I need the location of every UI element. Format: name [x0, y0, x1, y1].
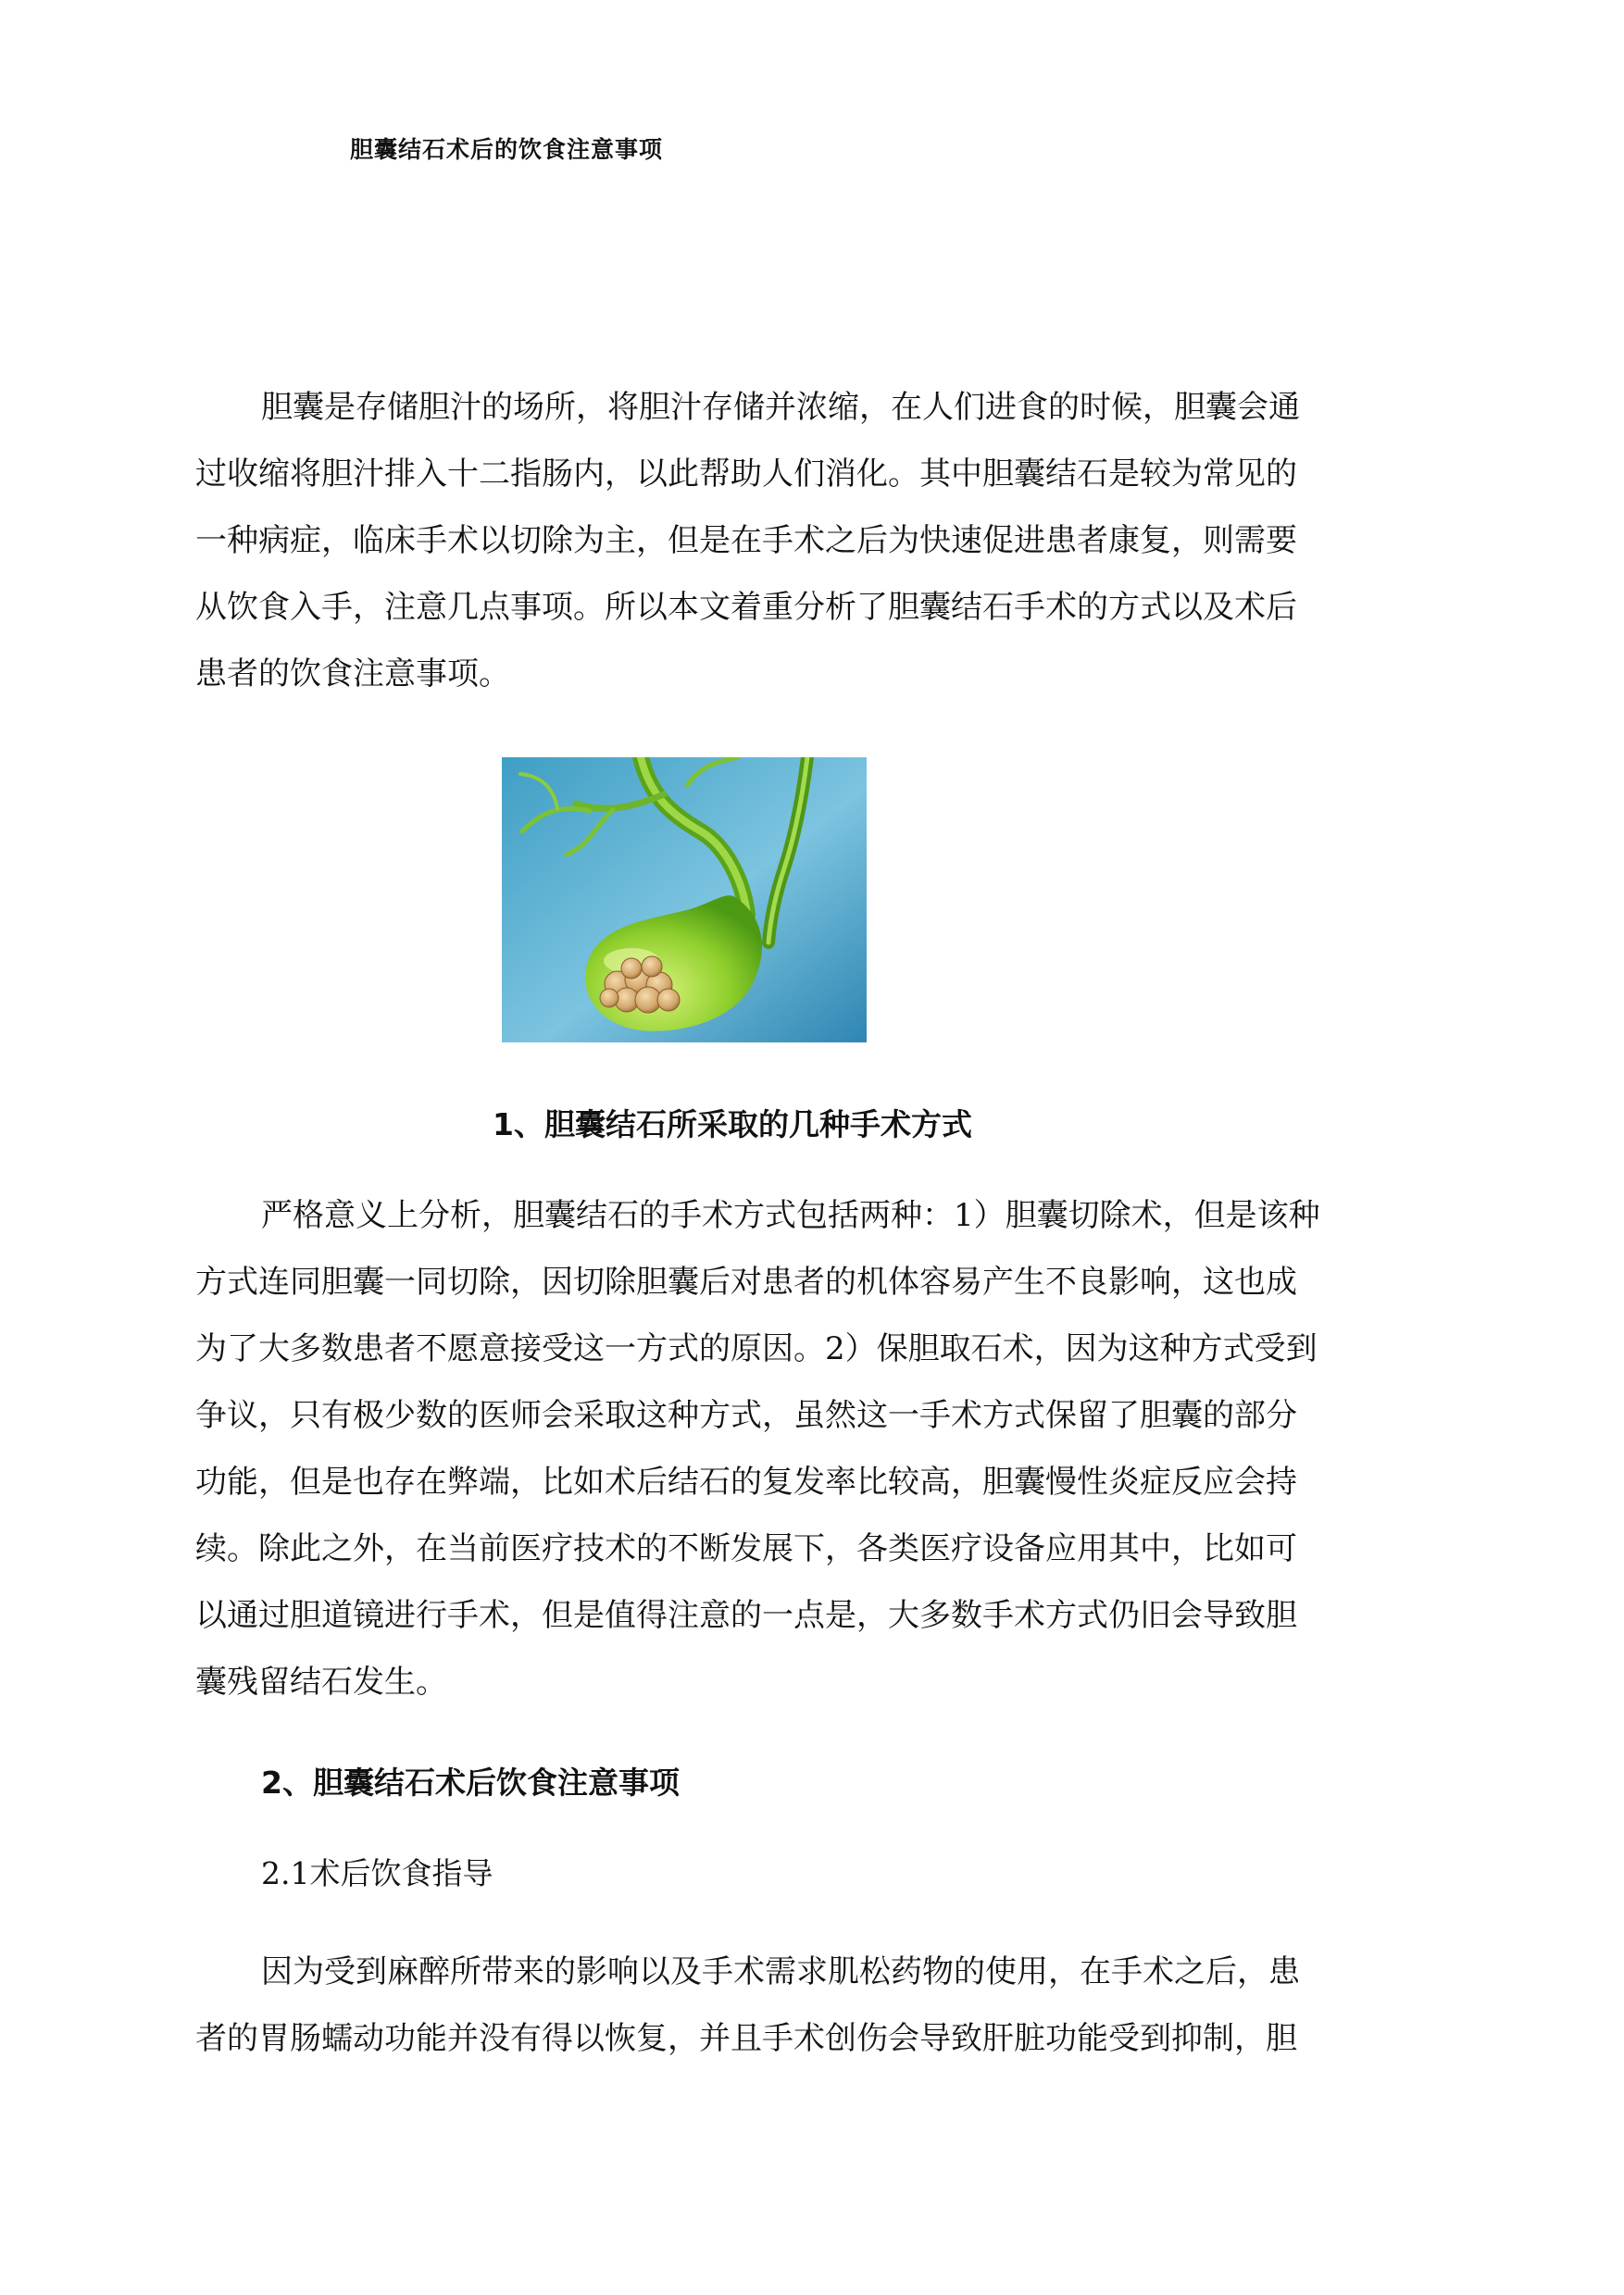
gallbladder-stones-illustration [502, 757, 867, 1042]
section-1-line: 严格意义上分析，胆囊结石的手术方式包括两种：1）胆囊切除术，但是该种 [261, 1197, 1320, 1234]
section-2-line: 因为受到麻醉所带来的影响以及手术需求肌松药物的使用，在手术之后，患 [261, 1953, 1300, 1990]
section-1-heading: 1、胆囊结石所采取的几种手术方式 [493, 1106, 972, 1142]
intro-line: 一种病症，临床手术以切除为主，但是在手术之后为快速促进患者康复，则需要 [195, 522, 1297, 559]
section-1-line: 为了大多数患者不愿意接受这一方式的原因。2）保胆取石术，因为这种方式受到 [195, 1330, 1318, 1367]
section-2-1-subheading: 2.1术后饮食指导 [261, 1855, 493, 1891]
intro-line: 患者的饮食注意事项。 [195, 655, 510, 692]
section-2-line: 者的胃肠蠕动功能并没有得以恢复，并且手术创伤会导致肝脏功能受到抑制，胆 [195, 2020, 1297, 2057]
intro-line: 过收缩将胆汁排入十二指肠内，以此帮助人们消化。其中胆囊结石是较为常见的 [195, 455, 1297, 493]
intro-line: 从饮食入手，注意几点事项。所以本文着重分析了胆囊结石手术的方式以及术后 [195, 589, 1297, 626]
section-2-heading: 2、胆囊结石术后饮食注意事项 [261, 1765, 680, 1801]
intro-line: 胆囊是存储胆汁的场所，将胆汁存储并浓缩，在人们进食的时候，胆囊会通 [261, 389, 1300, 426]
section-1-line: 续。除此之外，在当前医疗技术的不断发展下，各类医疗设备应用其中，比如可 [195, 1530, 1297, 1567]
section-1-line: 功能，但是也存在弊端，比如术后结石的复发率比较高，胆囊慢性炎症反应会持 [195, 1464, 1297, 1501]
section-1-line: 以通过胆道镜进行手术，但是值得注意的一点是，大多数手术方式仍旧会导致胆 [195, 1597, 1297, 1634]
section-1-line: 争议，只有极少数的医师会采取这种方式，虽然这一手术方式保留了胆囊的部分 [195, 1397, 1297, 1434]
section-1-line: 囊残留结石发生。 [195, 1664, 447, 1701]
document-title: 胆囊结石术后的饮食注意事项 [350, 136, 664, 163]
section-1-line: 方式连同胆囊一同切除，因切除胆囊后对患者的机体容易产生不良影响，这也成 [195, 1264, 1297, 1301]
